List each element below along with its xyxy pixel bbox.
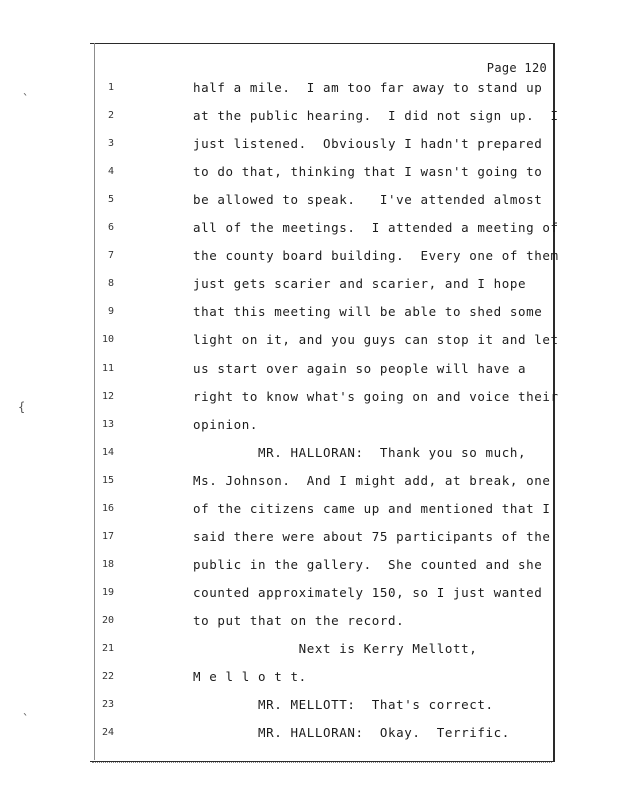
line-number: 15 xyxy=(101,474,114,486)
line-number: 11 xyxy=(101,362,114,374)
line-number: 18 xyxy=(101,558,114,570)
line-number: 13 xyxy=(101,418,114,430)
line-number: 20 xyxy=(101,614,114,626)
transcript-line xyxy=(0,306,618,334)
transcript-line xyxy=(0,138,618,166)
transcript-line xyxy=(0,612,618,643)
line-number: 4 xyxy=(107,166,114,178)
line-number: 1 xyxy=(107,82,114,93)
transcript-line xyxy=(0,360,618,391)
line-number: 10 xyxy=(101,334,114,346)
line-text: that this meeting will be able to shed some xyxy=(193,304,543,320)
line-text: public in the gallery. She counted and she xyxy=(193,556,543,572)
line-number: 8 xyxy=(107,278,114,290)
line-text: just gets scarier and scarier, and I hope xyxy=(193,276,527,292)
transcript-line xyxy=(0,500,618,531)
line-number: 12 xyxy=(101,390,114,402)
line-text: MR. MELLOTT: That's correct. xyxy=(193,697,494,713)
transcript-line xyxy=(0,444,618,475)
line-text: M e l l o t t. xyxy=(193,669,307,685)
line-text: right to know what's going on and voice their xyxy=(193,388,559,404)
line-number: 16 xyxy=(101,502,114,514)
transcript-line xyxy=(0,528,618,559)
transcript-line xyxy=(0,643,618,671)
line-text: to do that, thinking that I wasn't going to xyxy=(193,164,543,180)
transcript-line xyxy=(0,222,618,250)
line-text: Next is Kerry Mellott, xyxy=(193,641,478,656)
line-text: opinion. xyxy=(193,416,259,432)
line-text: light on it, and you guys can stop it and let xyxy=(193,332,559,348)
transcript-line xyxy=(0,334,618,362)
transcript-line xyxy=(0,671,618,699)
line-text: all of the meetings. I attended a meeting of xyxy=(193,220,559,236)
line-number: 9 xyxy=(107,306,114,318)
line-number: 24 xyxy=(101,727,114,739)
line-text: at the public hearing. I did not sign up. I xyxy=(193,108,559,124)
line-number: 7 xyxy=(107,250,114,262)
transcript-line xyxy=(0,699,618,727)
line-text: counted approximately 150, so I just wanted xyxy=(193,584,543,600)
line-number: 6 xyxy=(107,222,114,234)
transcript-line xyxy=(0,110,618,138)
line-number: 2 xyxy=(107,110,114,122)
transcript-line xyxy=(0,584,618,615)
line-number: 23 xyxy=(101,699,114,711)
transcript-line xyxy=(0,416,618,447)
line-number: 19 xyxy=(101,586,114,598)
transcript-line xyxy=(0,727,618,755)
line-number: 5 xyxy=(107,194,114,206)
line-text: MR. HALLORAN: Okay. Terrific. xyxy=(193,725,510,741)
transcript-line xyxy=(0,472,618,503)
transcript-line xyxy=(0,82,618,110)
scan-mark: ` xyxy=(22,712,30,726)
transcript-line xyxy=(0,250,618,278)
scan-mark: ` xyxy=(22,92,30,106)
line-text: us start over again so people will have a xyxy=(193,360,527,376)
line-text: MR. HALLORAN: Thank you so much, xyxy=(193,444,527,460)
page-bottom-rule xyxy=(92,762,552,766)
line-text: to put that on the record. xyxy=(193,612,405,628)
transcript-line xyxy=(0,388,618,419)
line-number: 3 xyxy=(107,138,114,150)
line-text: be allowed to speak. I've attended almost xyxy=(193,192,543,208)
transcript-line xyxy=(0,166,618,194)
line-number: 14 xyxy=(101,446,114,458)
line-text: Ms. Johnson. And I might add, at break, one xyxy=(193,472,551,488)
transcript-line xyxy=(0,556,618,587)
line-text: the county board building. Every one of them xyxy=(193,248,559,264)
line-text: just listened. Obviously I hadn't prepared xyxy=(193,136,543,152)
line-number: 17 xyxy=(101,530,114,542)
scan-mark: { xyxy=(18,400,26,414)
line-text: half a mile. I am too far away to stand up xyxy=(193,80,543,95)
transcript-line xyxy=(0,278,618,306)
line-text: said there were about 75 participants of the xyxy=(193,528,551,544)
line-number: 21 xyxy=(101,643,114,654)
line-number: 22 xyxy=(101,671,114,683)
page-number: Page 120 xyxy=(486,61,547,75)
line-text: of the citizens came up and mentioned that I xyxy=(193,500,551,516)
transcript-line xyxy=(0,194,618,222)
